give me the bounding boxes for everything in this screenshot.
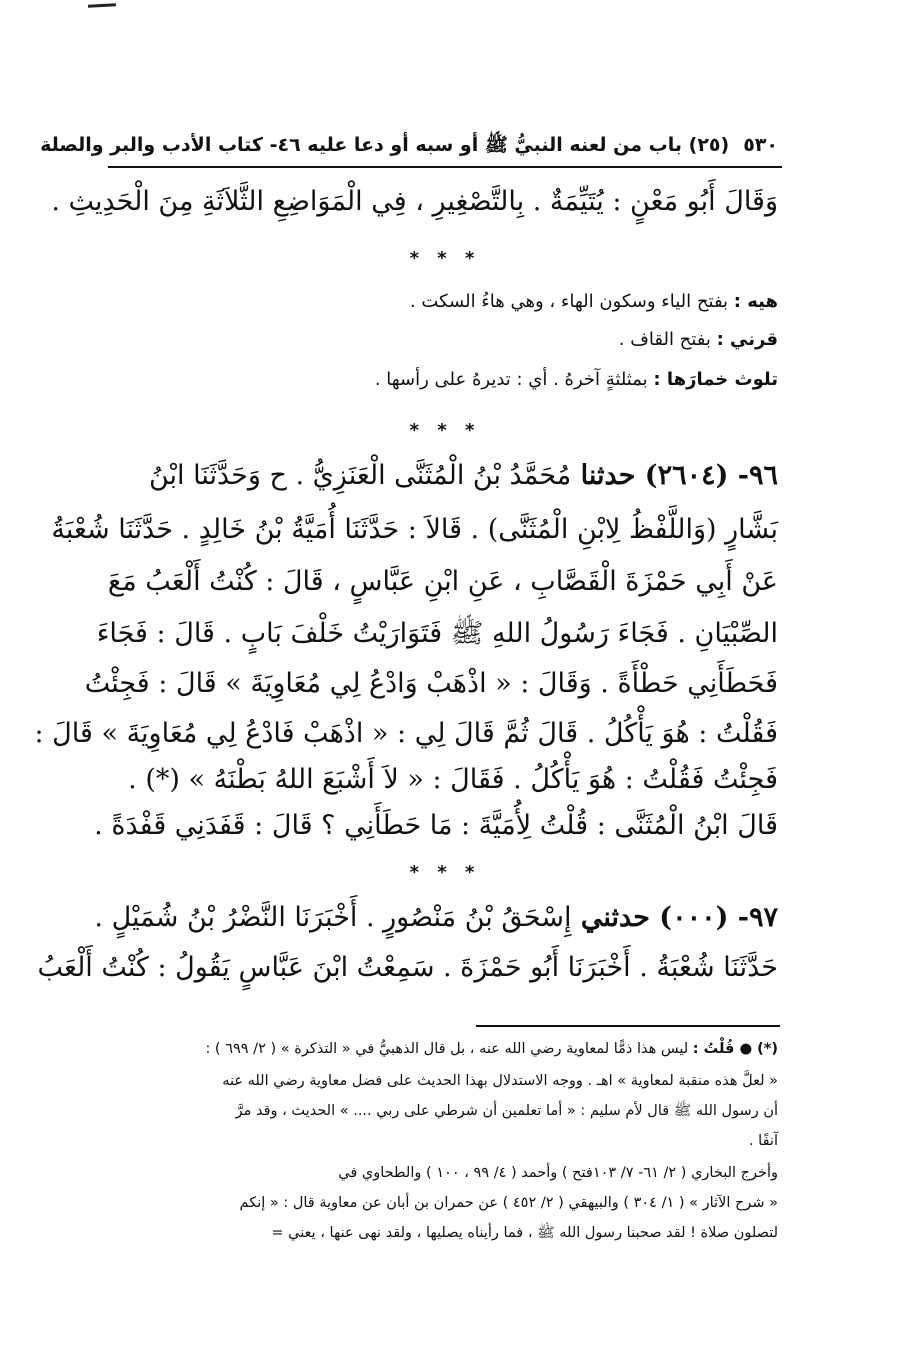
running-title: (٢٥) باب من لعنه النبيُّ ﷺ أو سبه أو دعا عليه ٤٦- كتاب الأدب والبر والصلة <box>40 134 730 156</box>
hadith-96-line-2: بَشَّارٍ (وَاللَّفْظُ لِابْنِ الْمُثَنَّى) . قَالاَ : حَدَّثَنَا أُمَيَّةُ بْنُ خَالِدٍ . حَدَّثَنَا شُعْبَةُ <box>51 514 778 545</box>
hadith-96-line-7: فَجِئْتُ فَقُلْتُ : هُوَ يَأْكُلُ . فَقَالَ : « لاَ أَشْبَعَ اللهُ بَطْنَهُ » (*) . <box>128 764 778 795</box>
gloss-term: قرني : <box>716 329 778 350</box>
hadith-97-line-2: حَدَّثَنَا شُعْبَةُ . أَخْبَرَنَا أَبُو حَمْزَةَ . سَمِعْتُ ابْنَ عَبَّاسٍ يَقُولُ : كُنْتُ أَلْعَبُ <box>37 952 778 983</box>
hadith-96-line-4: الصِّبْيَانِ . فَجَاءَ رَسُولُ اللهِ ﷺ فَتَوَارَيْتُ خَلْفَ بَابٍ . قَالَ : فَجَاءَ <box>96 618 778 649</box>
footnote-line-6: « شرح الآثار » ( ١/ ٣٠٤ ) والبيهقي ( ٢/ ٤٥٢ ) عن حمران بن أبان عن معاوية قال : « إنكم <box>239 1195 778 1211</box>
separator-3: * * * <box>409 862 481 883</box>
footnote-text: ليس هذا ذمًّا لمعاوية رضي الله عنه ، بل قال الذهبيُّ في « التذكرة » ( ٢/ ٦٩٩ ) : <box>205 1041 693 1057</box>
footnote-line-4: آنفًا . <box>748 1133 778 1149</box>
hadith-97-lead: حدثني <box>571 902 660 933</box>
footnote-marker: (*) ● قُلْتُ : <box>692 1041 778 1057</box>
gloss-1 <box>410 284 778 320</box>
gloss-text: بفتح الياء وسكون الهاء ، وهي هاءُ السكت . <box>409 291 734 312</box>
hadith-96-line-3: عَنْ أَبِي حَمْزَةَ الْقَصَّابِ ، عَنِ ابْنِ عَبَّاسٍ ، قَالَ : كُنْتُ أَلْعَبُ مَعَ <box>107 566 778 597</box>
separator-1: * * * <box>409 248 481 269</box>
hadith-96-number: ٩٦- (٢٦٠٤) <box>644 460 778 491</box>
footnote-line-7: لتصلون صلاة ! لقد صحبنا رسول الله ﷺ ، فما رأيناه يصليها ، ولقد نهى عنها ، يعني = <box>271 1225 778 1241</box>
running-header <box>40 128 778 162</box>
footnote-rule <box>476 1025 780 1027</box>
page-number: ٥٣٠ <box>743 134 778 156</box>
gloss-term: تلوث خمارَها : <box>653 369 778 390</box>
gloss-term: هيه : <box>733 291 778 312</box>
hadith-96-line-5: فَحَطَأَنِي حَطْأَةً . وَقَالَ : « اذْهَبْ وَادْعُ لِي مُعَاوِيَةَ » قَالَ : فَجِئْتُ <box>84 668 778 699</box>
hadith-97-line-1 <box>94 894 778 941</box>
hadith-97-text: إِسْحَقُ بْنُ مَنْصُورٍ . أَخْبَرَنَا النَّضْرُ بْنُ شُمَيْلٍ . <box>94 902 572 933</box>
hadith-97-number: ٩٧- (٠٠٠) <box>659 902 778 933</box>
hadith-96-line-1 <box>149 452 778 499</box>
gloss-text: بمثلثةٍ آخرهُ . أي : تديرهُ على رأسها . <box>374 369 654 390</box>
corner-mark <box>88 3 116 7</box>
gloss-2 <box>619 322 778 358</box>
gloss-3 <box>375 362 778 398</box>
gloss-text: بفتح القاف . <box>618 329 717 350</box>
hadith-96-lead: حدثنا <box>571 460 645 491</box>
separator-2: * * * <box>409 420 481 441</box>
footnote-line-2: « لعلَّ هذه منقبة لمعاوية » اهـ . ووجه الاستدلال بهذا الحديث على فضل معاوية رضي الله عنه <box>222 1073 778 1089</box>
footnote-line-5: وأخرج البخاري ( ٢/ ٦١- ٧/ ١٠٣فتح ) وأحمد ( ٤/ ٩٩ ، ١٠٠ ) والطحاوي في <box>338 1165 778 1181</box>
header-rule <box>108 166 782 168</box>
text-line-top: وَقَالَ أَبُو مَعْنٍ : يُتَيِّمَةٌ . بِالتَّصْغِيرِ ، فِي الْمَوَاضِعِ الثَّلاَثَةِ مِنَ الْحَدِيثِ . <box>51 186 778 217</box>
hadith-96-line-6: فَقُلْتُ : هُوَ يَأْكُلُ . قَالَ ثُمَّ قَالَ لِي : « اذْهَبْ فَادْعُ لِي مُعَاوِيَةَ » قَالَ : <box>34 718 778 749</box>
footnote-line-1 <box>102 1034 778 1064</box>
hadith-96-line-8: قَالَ ابْنُ الْمُثَنَّى : قُلْتُ لِأُمَيَّةَ : مَا حَطَأَنِي ؟ قَالَ : قَفَدَنِي قَفْدَةً . <box>94 810 778 841</box>
footnote-line-3: أن رسول الله ﷺ قال لأم سليم : « أما تعلمين أن شرطي على ربي .... » الحديث ، وقد مرَّ <box>235 1103 778 1119</box>
hadith-96-text: مُحَمَّدُ بْنُ الْمُثَنَّى الْعَنَزِيُّ . ح وَحَدَّثَنَا ابْنُ <box>148 460 572 491</box>
